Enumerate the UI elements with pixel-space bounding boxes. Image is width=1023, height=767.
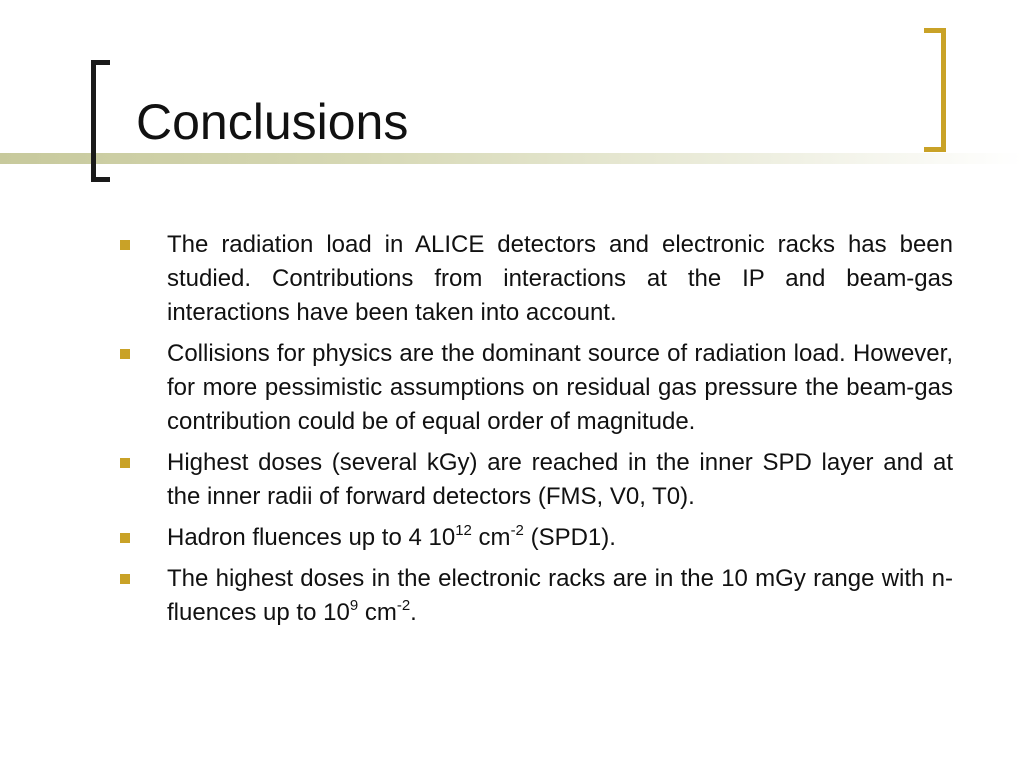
square-bullet-icon <box>120 349 130 359</box>
bullet-list <box>110 228 953 637</box>
bullet-item <box>110 228 953 330</box>
bullet-text <box>167 565 953 626</box>
square-bullet-icon <box>120 574 130 584</box>
bullet-text <box>167 524 616 551</box>
bullet-text: The radiation load in ALICE detectors and electronic racks has been studied. Contributions from interactions at the IP and beam-gas interactions have been taken into account. <box>167 231 953 326</box>
bullet-item <box>110 521 953 555</box>
title-underline-bar <box>0 153 1023 164</box>
bullet-text-part: (SPD1). <box>523 524 616 551</box>
superscript: -2 <box>510 522 524 539</box>
bullet-text-part: The highest doses in the electronic racks are in the 10 mGy range with n-fluences up to 10 <box>167 565 953 626</box>
left-bracket-decoration <box>91 60 110 182</box>
bullet-item <box>110 337 953 439</box>
bullet-item <box>110 562 953 630</box>
right-bracket-decoration <box>924 28 946 152</box>
superscript: 9 <box>349 597 359 614</box>
superscript: 12 <box>455 522 472 539</box>
superscript: -2 <box>396 597 411 614</box>
bullet-item <box>110 446 953 514</box>
bullet-text-part: cm <box>471 524 511 551</box>
square-bullet-icon <box>120 458 130 468</box>
bullet-text-part: Hadron fluences up to 4 10 <box>167 524 456 551</box>
bullet-text: Highest doses (several kGy) are reached in the inner SPD layer and at the inner radii of forward detectors (FMS, V0, T0). <box>167 449 953 510</box>
square-bullet-icon <box>120 533 130 543</box>
bullet-text-part: cm <box>358 599 397 626</box>
slide-title: Conclusions <box>136 94 409 150</box>
square-bullet-icon <box>120 240 130 250</box>
bullet-text: Collisions for physics are the dominant source of radiation load. However, for more pessimistic assumptions on residual gas pressure the beam-gas contribution could be of equal order of magnitude. <box>167 340 953 435</box>
bullet-text-part: . <box>410 599 417 626</box>
